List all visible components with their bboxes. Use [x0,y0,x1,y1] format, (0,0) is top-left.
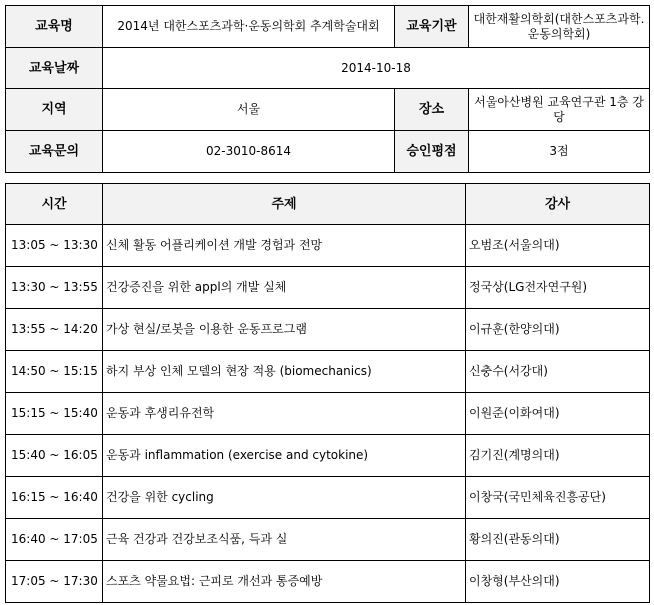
course-org-label: 교육기관 [395,6,469,48]
course-region-label: 지역 [6,89,103,131]
session-speaker: 정국상(LG전자연구원) [466,267,650,309]
session-speaker: 오범조(서울의대) [466,225,650,267]
course-name-value: 2014년 대한스포츠과학·운동의학회 추계학술대회 [103,6,395,48]
schedule-row [6,435,650,477]
session-topic: 스포츠 약물요법: 근피로 개선과 통증예방 [103,561,466,603]
course-name-label: 교육명 [6,6,103,48]
session-speaker: 이창형(부산의대) [466,561,650,603]
schedule-row [6,561,650,603]
session-topic: 가상 현실/로봇을 이용한 운동프로그램 [103,309,466,351]
session-topic: 신체 활동 어플리케이션 개발 경험과 전망 [103,225,466,267]
session-speaker: 신충수(서강대) [466,351,650,393]
course-region-value: 서울 [103,89,395,131]
schedule-header-topic: 주제 [103,184,466,225]
course-contact-label: 교육문의 [6,131,103,173]
session-time: 16:40 ~ 17:05 [6,519,103,561]
schedule-row [6,309,650,351]
session-speaker: 김기진(계명의대) [466,435,650,477]
course-org-value: 대한재활의학회(대한스포츠과학.운동의학회) [469,6,650,48]
schedule-row [6,351,650,393]
session-topic: 운동과 inflammation (exercise and cytokine) [103,435,466,477]
schedule-row [6,519,650,561]
course-contact-row [6,131,650,173]
schedule-table [5,183,650,603]
schedule-header-speaker: 강사 [466,184,650,225]
session-speaker: 이규훈(한양의대) [466,309,650,351]
course-name-row [6,6,650,48]
course-date-row [6,48,650,89]
schedule-row [6,267,650,309]
session-speaker: 이창국(국민체육진흥공단) [466,477,650,519]
session-time: 13:30 ~ 13:55 [6,267,103,309]
course-date-value: 2014-10-18 [103,48,650,89]
session-topic: 운동과 후생리유전학 [103,393,466,435]
course-place-value: 서울아산병원 교육연구관 1층 강당 [469,89,650,131]
schedule-header-row [6,184,650,225]
session-speaker: 황의진(관동의대) [466,519,650,561]
course-points-value: 3점 [469,131,650,173]
course-place-label: 장소 [395,89,469,131]
schedule-header-time: 시간 [6,184,103,225]
session-time: 15:40 ~ 16:05 [6,435,103,477]
course-points-label: 승인평점 [395,131,469,173]
session-time: 13:55 ~ 14:20 [6,309,103,351]
course-location-row [6,89,650,131]
session-time: 14:50 ~ 15:15 [6,351,103,393]
session-time: 15:15 ~ 15:40 [6,393,103,435]
schedule-row [6,477,650,519]
session-time: 13:05 ~ 13:30 [6,225,103,267]
session-topic: 건강증진을 위한 appl의 개발 실체 [103,267,466,309]
session-topic: 하지 부상 인체 모델의 현장 적용 (biomechanics) [103,351,466,393]
schedule-row [6,225,650,267]
session-time: 16:15 ~ 16:40 [6,477,103,519]
session-speaker: 이원준(이화여대) [466,393,650,435]
course-date-label: 교육날짜 [6,48,103,89]
session-time: 17:05 ~ 17:30 [6,561,103,603]
session-topic: 건강을 위한 cycling [103,477,466,519]
session-topic: 근육 건강과 건강보조식품, 득과 실 [103,519,466,561]
course-contact-value: 02-3010-8614 [103,131,395,173]
schedule-row [6,393,650,435]
course-info-table [5,5,650,173]
